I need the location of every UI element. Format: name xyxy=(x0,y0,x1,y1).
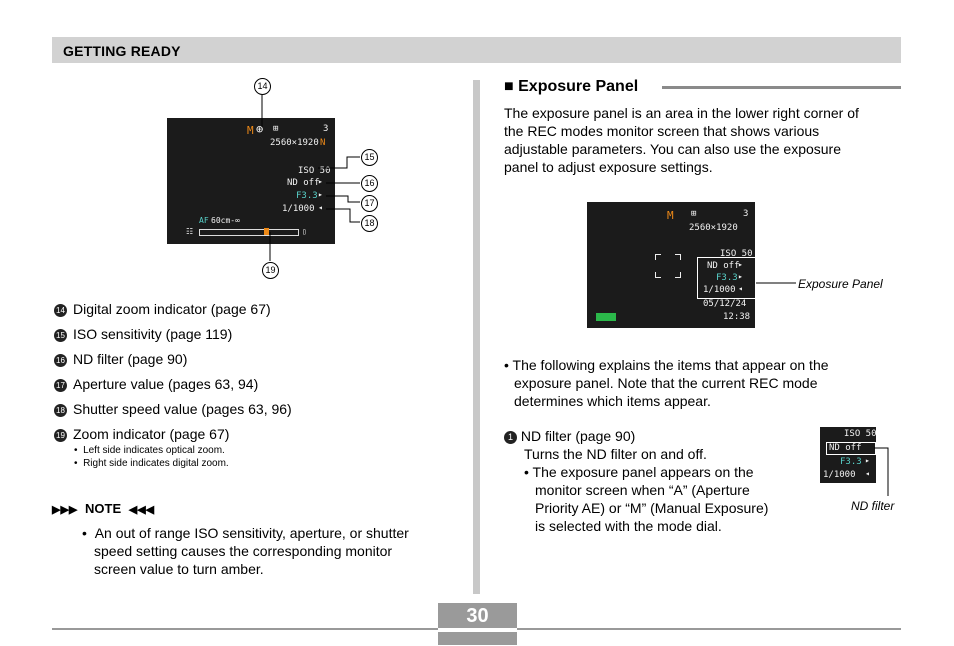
nd-value: ND off xyxy=(707,261,740,271)
right-arrow-icon: ▸ xyxy=(738,260,743,269)
callout-17: 17 xyxy=(361,195,378,212)
panel-callout-line xyxy=(750,260,800,300)
callout-16: 16 xyxy=(361,175,378,192)
list-item: 16 ND filter (page 90) xyxy=(54,351,187,367)
iso-value: ISO 50 xyxy=(844,429,877,439)
nd-screen-illustration xyxy=(820,427,876,483)
column-divider xyxy=(473,80,480,594)
right-arrow-icon: ▸ xyxy=(318,177,323,186)
aperture-value: F3.3 xyxy=(840,457,862,467)
flash-icon: ⊞ xyxy=(273,124,279,134)
note-arrows-icon: ◀◀◀ xyxy=(128,504,155,516)
iso-value: ISO 50 xyxy=(298,166,331,176)
item-number: 1 xyxy=(504,431,517,444)
panel-label: Exposure Panel xyxy=(798,277,883,291)
page-number: 30 xyxy=(466,605,489,627)
note-text: • An out of range ISO sensitivity, aperture, or shutter speed setting causes the corresponding monitor screen value to turn amber. xyxy=(82,525,409,577)
iso-value: ISO 50 xyxy=(720,249,753,259)
list-item: 14 Digital zoom indicator (page 67) xyxy=(54,301,271,317)
shots-remaining: 3 xyxy=(323,124,329,134)
list-item: 18 Shutter speed value (pages 63, 96) xyxy=(54,401,292,417)
section-heading: ■ Exposure Panel xyxy=(504,78,639,95)
callout-15: 15 xyxy=(361,149,378,166)
mode-indicator: M xyxy=(247,124,254,137)
heading-rule xyxy=(662,86,901,89)
callout-lines xyxy=(160,75,390,285)
aperture-value: F3.3 xyxy=(296,191,318,201)
zoom-note: • Right side indicates digital zoom. xyxy=(74,458,229,469)
left-arrow-icon: ◂ xyxy=(865,469,870,478)
nd-value: ND off xyxy=(829,443,862,453)
battery-icon xyxy=(596,313,616,321)
section-title: GETTING READY xyxy=(63,43,181,59)
tele-icon: ▯ xyxy=(302,227,307,236)
list-item: 19 Zoom indicator (page 67) xyxy=(54,426,229,442)
zoom-magnifier-icon: ⊕ xyxy=(256,122,264,136)
list-item: 15 ISO sensitivity (page 119) xyxy=(54,326,232,342)
focus-range: 60cm-∞ xyxy=(211,216,240,225)
right-arrow-icon: ▸ xyxy=(865,456,870,465)
nd-item: 1 ND filter (page 90) Turns the ND filter on and off. • The exposure panel appears on the monitor screen when “A” (Aperture Priority AE) or “M” (Manual Exposure) is selected with the mode dial. xyxy=(504,427,768,535)
left-arrow-icon: ◂ xyxy=(738,284,743,293)
note-heading: ▶▶▶ NOTE ◀◀◀ xyxy=(52,501,155,516)
callout-19: 19 xyxy=(262,262,279,279)
shutter-value: 1/1000 xyxy=(282,204,315,214)
nd-value: ND off xyxy=(287,178,320,188)
right-arrow-icon: ▸ xyxy=(738,272,743,281)
shutter-value: 1/1000 xyxy=(823,470,856,480)
zoom-note: • Left side indicates optical zoom. xyxy=(74,445,225,456)
square-bullet-icon: ■ xyxy=(504,78,514,95)
shots-remaining: 3 xyxy=(743,209,749,219)
af-label: AF xyxy=(199,216,209,225)
intro-paragraph: The exposure panel is an area in the lower right corner of the REC modes monitor screen that shows various adjustable parameters. You can also use the exposure panel to adjust exposure settings. xyxy=(504,105,859,175)
image-size: 2560×1920 xyxy=(689,223,738,233)
shutter-value: 1/1000 xyxy=(703,285,736,295)
flash-icon: ⊞ xyxy=(691,209,697,219)
list-item: 17 Aperture value (pages 63, 94) xyxy=(54,376,258,392)
time: 12:38 xyxy=(723,312,751,322)
date: 05/12/24 xyxy=(703,299,747,309)
image-quality: N xyxy=(320,138,326,148)
callout-14: 14 xyxy=(254,78,271,95)
callout-18: 18 xyxy=(361,215,378,232)
focus-frame-icon xyxy=(655,254,681,278)
note-arrows-icon: ▶▶▶ xyxy=(52,504,78,516)
image-size: 2560×1920 xyxy=(270,138,319,148)
nd-callout-line xyxy=(870,440,895,500)
mode-indicator: M xyxy=(667,209,674,222)
nd-filter-label: ND filter xyxy=(851,499,895,513)
aperture-value: F3.3 xyxy=(716,273,738,283)
wide-icon: ☷ xyxy=(186,227,194,236)
left-arrow-icon: ◂ xyxy=(318,203,323,212)
right-arrow-icon: ▸ xyxy=(318,190,323,199)
bullet-paragraph: • The following explains the items that appear on the exposure panel. Note that the current REC mode determines which items appear. xyxy=(504,357,829,409)
exposure-screen-illustration xyxy=(587,202,755,328)
